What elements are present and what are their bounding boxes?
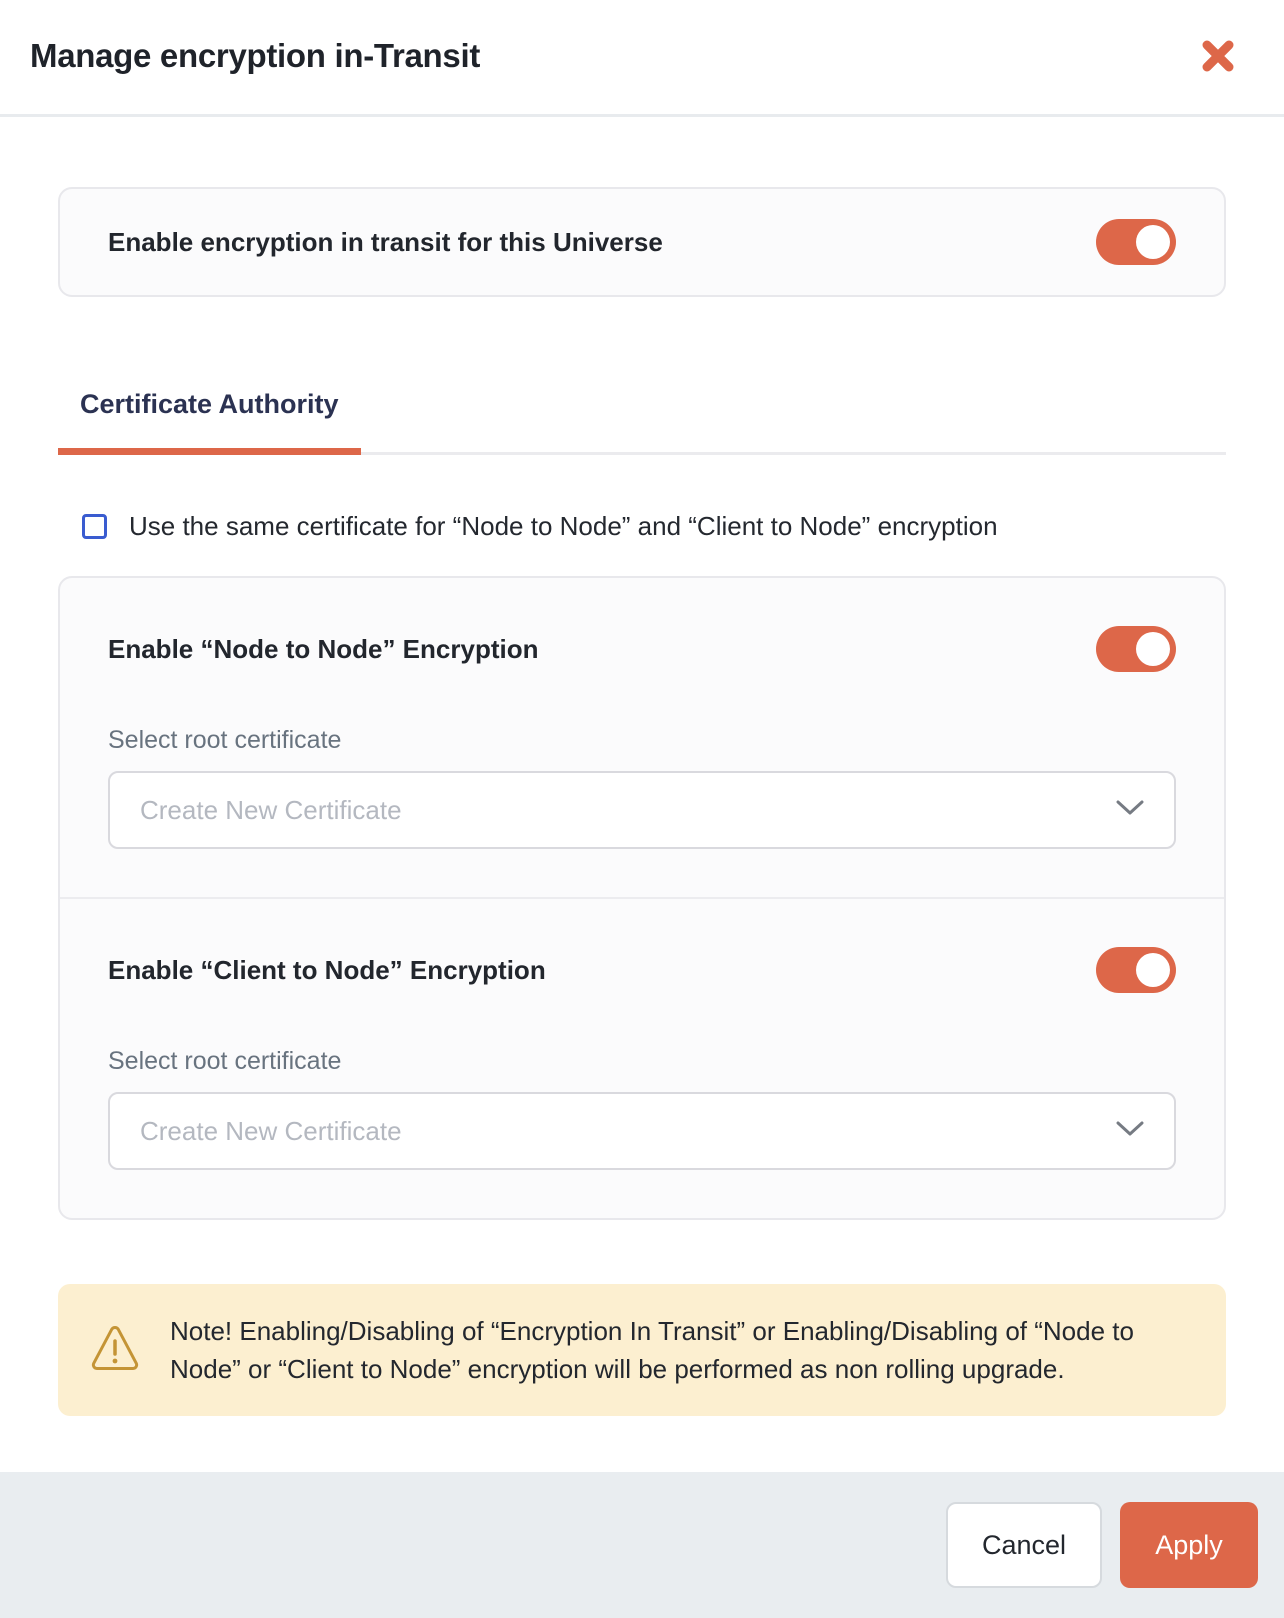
warning-note xyxy=(58,1284,1226,1416)
modal-body xyxy=(0,117,1284,1416)
same-cert-checkbox-label: Use the same certificate for “Node to Node” and “Client to Node” encryption xyxy=(129,511,998,541)
select-placeholder: Create New Certificate xyxy=(140,1115,402,1146)
client-to-node-toggle[interactable] xyxy=(1096,947,1176,993)
same-cert-row xyxy=(58,511,1226,542)
cancel-button[interactable]: Cancel xyxy=(946,1502,1102,1588)
warning-note-text: Note! Enabling/Disabling of “Encryption In Transit” or Enabling/Disabling of “Node to Node” or “Client to Node” encryption will be performed as non rolling upgrade. xyxy=(170,1316,1134,1384)
modal-footer xyxy=(0,1472,1284,1618)
universe-encryption-toggle[interactable] xyxy=(1096,219,1176,265)
universe-encryption-label: Enable encryption in transit for this Universe xyxy=(108,226,663,257)
client-to-node-section xyxy=(60,897,1224,1218)
node-to-node-toggle[interactable] xyxy=(1096,626,1176,672)
tab-bar xyxy=(58,389,1226,455)
node-to-node-section xyxy=(60,578,1224,897)
node-to-node-root-cert-select[interactable] xyxy=(108,771,1176,849)
client-to-node-root-cert-select[interactable] xyxy=(108,1092,1176,1170)
close-button[interactable] xyxy=(1196,34,1240,78)
apply-button[interactable]: Apply xyxy=(1120,1502,1258,1588)
toggle-knob xyxy=(1136,632,1170,666)
node-to-node-title: Enable “Node to Node” Encryption xyxy=(108,633,539,664)
tab-certificate-authority[interactable]: Certificate Authority xyxy=(58,389,361,455)
toggle-knob xyxy=(1136,953,1170,987)
root-certificate-label: Select root certificate xyxy=(108,726,342,754)
chevron-down-icon xyxy=(1116,1121,1144,1142)
client-to-node-title: Enable “Client to Node” Encryption xyxy=(108,954,546,985)
toggle-knob xyxy=(1136,225,1170,259)
chevron-down-icon xyxy=(1116,800,1144,821)
close-icon xyxy=(1200,62,1236,77)
select-placeholder: Create New Certificate xyxy=(140,794,402,825)
root-certificate-label: Select root certificate xyxy=(108,1047,342,1075)
encryption-sections-card xyxy=(58,576,1226,1220)
modal-header xyxy=(0,0,1284,117)
universe-encryption-card xyxy=(58,187,1226,297)
warning-triangle-icon xyxy=(90,1325,140,1376)
page-title: Manage encryption in-Transit xyxy=(30,37,481,74)
same-cert-checkbox[interactable] xyxy=(82,514,107,539)
